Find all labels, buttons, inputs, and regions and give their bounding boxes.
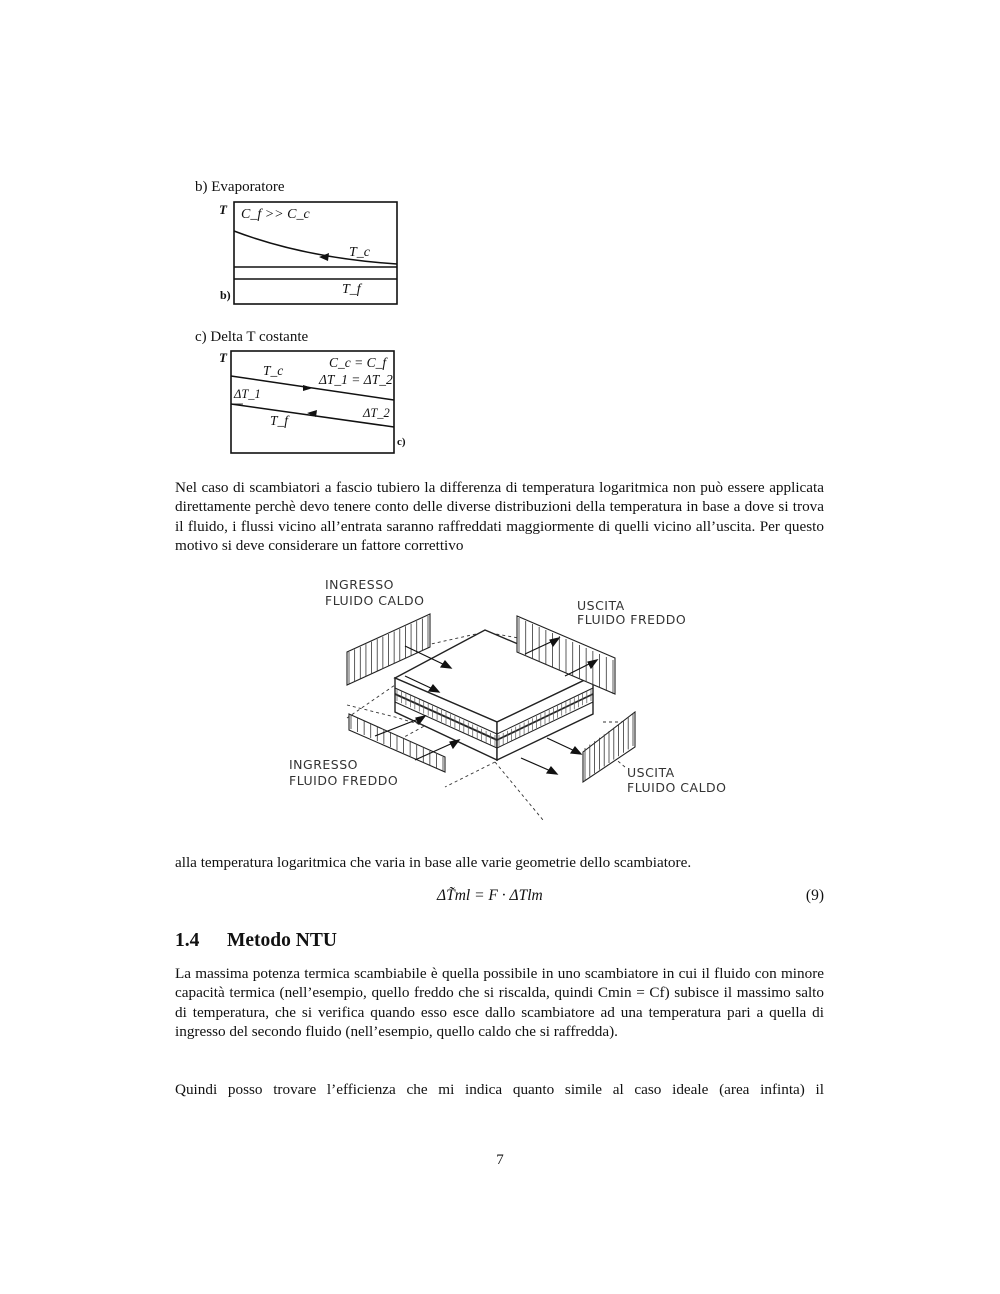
equation-row <box>175 887 824 909</box>
label-inlet-hot-2: FLUIDO CALDO <box>325 593 425 608</box>
figure-c-cold-label: T_f <box>270 413 289 428</box>
label-inlet-hot-1: INGRESSO <box>325 577 395 592</box>
figure-b-evaporator <box>215 198 405 310</box>
figure-c-condition-2: ΔT_1 = ΔT_2 <box>319 372 393 387</box>
figure-c-axis: T <box>219 350 227 365</box>
figure-b-panel-tag: b) <box>220 288 231 302</box>
figure-b-cold-label: T_f <box>342 282 361 297</box>
figure-c-condition-1: C_c = C_f <box>329 355 387 370</box>
figure-c-panel-tag: c) <box>397 436 406 448</box>
label-inlet-cold-2: FLUIDO FREDDO <box>289 773 399 788</box>
section-heading <box>175 930 337 952</box>
equation-number: (9) <box>805 887 824 904</box>
figure-crossflow-exchanger <box>285 572 745 827</box>
figure-b-hot-label: T_c <box>349 245 370 260</box>
figure-b-axis: T <box>219 202 227 217</box>
section-number: 1.4 <box>175 930 200 951</box>
paragraph-efficiency: Quindi posso trovare l’efficienza che mi indica quanto simile al caso ideale (area infinta) il <box>175 1081 824 1098</box>
paragraph-tube-bundle: Nel caso di scambiatori a fascio tubiero la differenza di temperatura logaritmica non può essere applicata direttamente perchè devo tenere conto delle diverse distribuzioni della temperatura in base a dove si trova il fluido, i flussi vicino all’entrata saranno raffreddati maggiormente di quelli vicino all’uscita. Per questo motivo si deve considerare un fattore correttivo <box>175 479 824 555</box>
figure-b-label: b) Evaporatore <box>195 179 285 195</box>
label-inlet-cold-1: INGRESSO <box>289 757 359 772</box>
figure-c-dt2: ΔT_2 <box>363 406 390 420</box>
equation-9: ΔT̃ml = F · ΔTlm <box>437 887 543 904</box>
section-title: Metodo NTU <box>227 930 337 951</box>
paragraph-max-power: La massima potenza termica scambiabile è quella possibile in uno scambiatore in cui il fluido con minore capacità termica (nell’esempio, quello freddo che si riscalda, quindi Cmin = Cf) subisce il massimo salto di temperatura, che si verifica quando esso esce dallo scambiatore ad una temperatura pari a quella di ingresso del secondo fluido (nell’esempio, quello caldo che si raffredda). <box>175 965 824 1041</box>
paragraph-correction-factor: alla temperatura logaritmica che varia in base alle varie geometrie dello scambiatore. <box>175 854 692 871</box>
figure-b-condition: C_f >> C_c <box>241 207 310 222</box>
figure-c-label: c) Delta T costante <box>195 329 309 345</box>
label-outlet-hot-1: USCITA <box>627 765 675 780</box>
label-outlet-cold-1: USCITA <box>577 598 625 613</box>
figure-c-constant-delta-t <box>215 347 415 459</box>
label-outlet-cold-2: FLUIDO FREDDO <box>577 612 687 627</box>
figure-c-hot-label: T_c <box>263 363 284 378</box>
page-number: 7 <box>496 1152 504 1168</box>
label-outlet-hot-2: FLUIDO CALDO <box>627 780 727 795</box>
figure-c-dt1: ΔT_1 <box>234 387 261 401</box>
